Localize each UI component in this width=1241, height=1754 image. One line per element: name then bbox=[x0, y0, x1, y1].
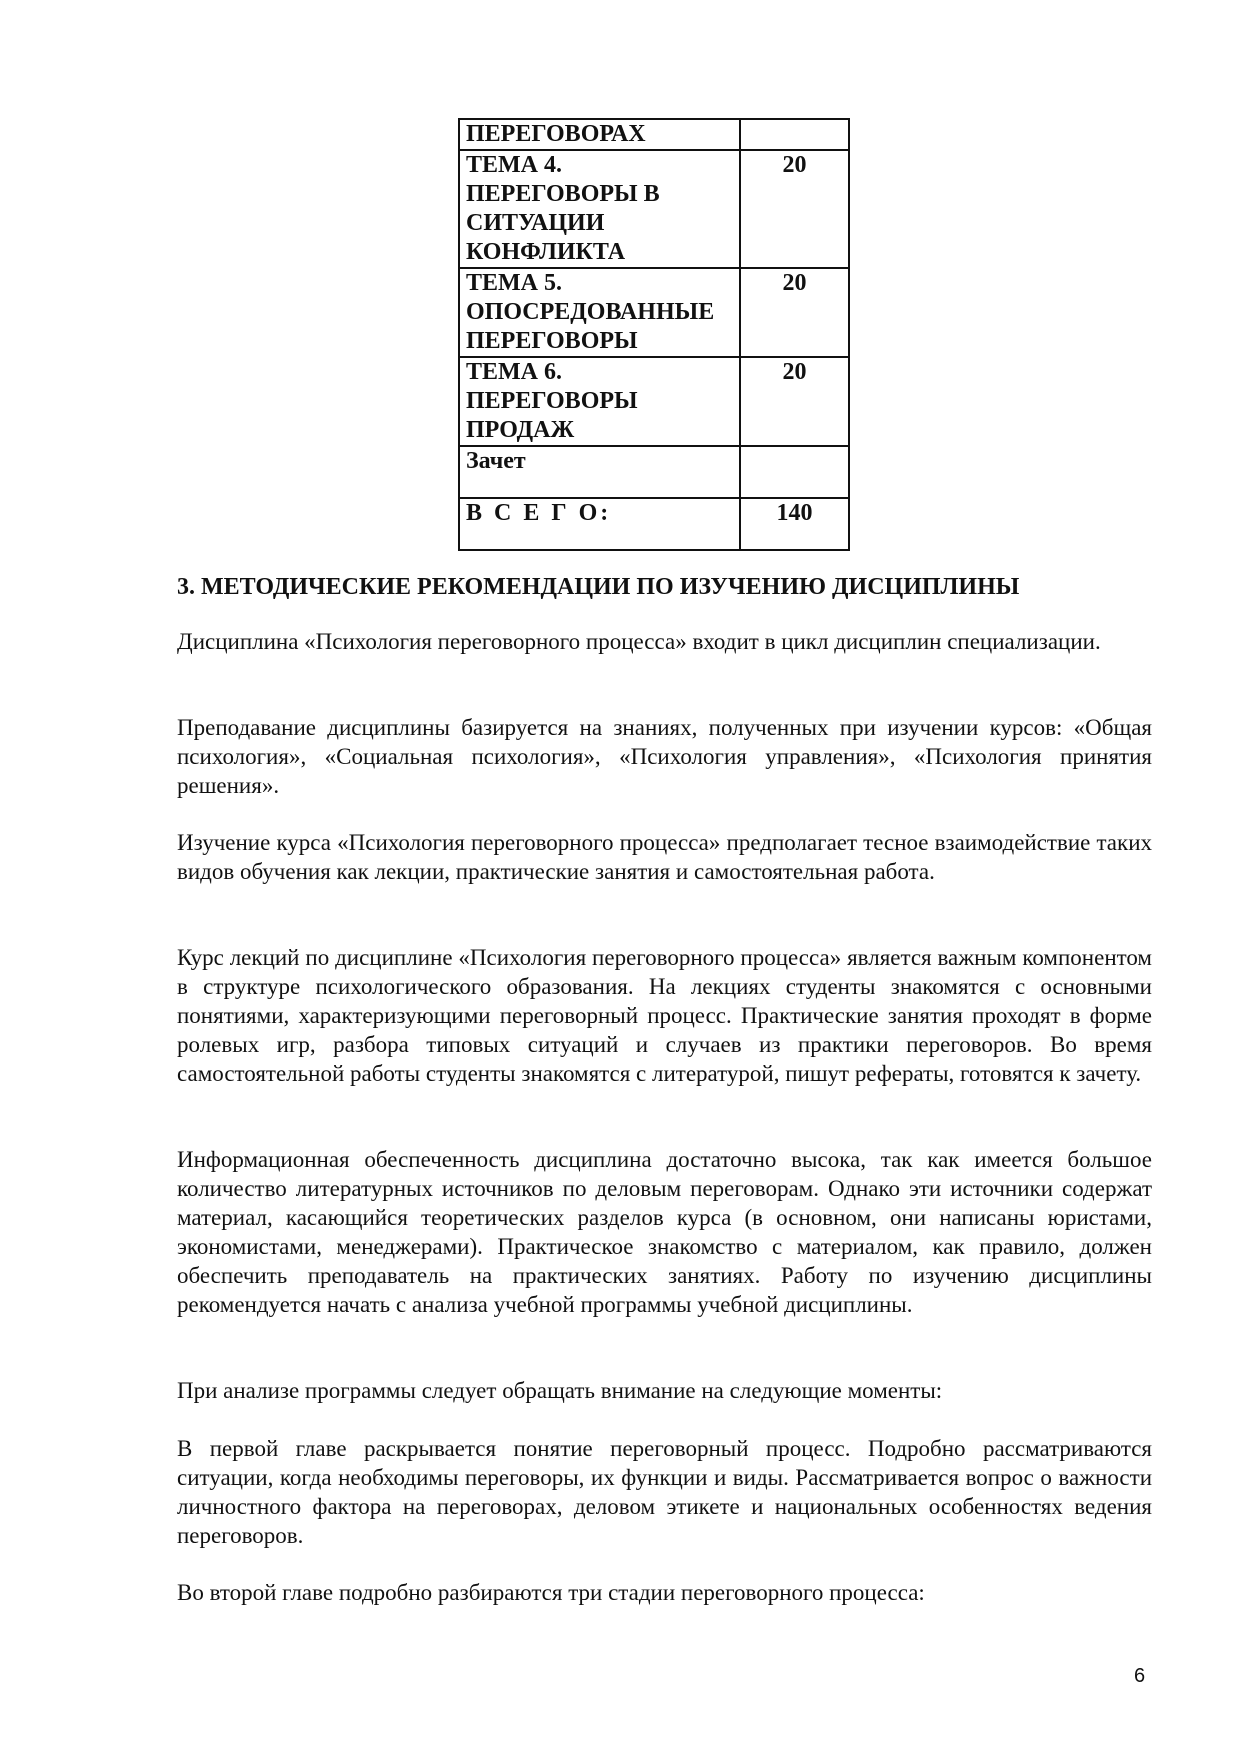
topic-cell: ТЕМА 5. ОПОСРЕДОВАННЫЕ ПЕРЕГОВОРЫ bbox=[459, 268, 740, 357]
hours-cell: 20 bbox=[740, 268, 849, 357]
hours-table bbox=[458, 118, 850, 551]
hours-cell bbox=[740, 446, 849, 498]
table-row bbox=[459, 357, 849, 446]
hours-cell bbox=[740, 119, 849, 150]
topic-cell: Зачет bbox=[459, 446, 740, 498]
table-row-total bbox=[459, 498, 849, 550]
paragraph-discipline-cycle: Дисциплина «Психология переговорного процесса» входит в цикл дисциплин специализации. bbox=[177, 629, 1101, 654]
topic-cell: ТЕМА 4. ПЕРЕГОВОРЫ В СИТУАЦИИ КОНФЛИКТА bbox=[459, 150, 740, 268]
paragraph-second-chapter: Во второй главе подробно разбираются три стадии переговорного процесса: bbox=[177, 1580, 925, 1605]
page-number: 6 bbox=[1134, 1665, 1146, 1687]
table-row bbox=[459, 119, 849, 150]
paragraph-lectures: Курс лекций по дисциплине «Психология переговорного процесса» является важным компонентом в структуре психологического образования. На лекциях студенты знакомятся с основными понятиями, характеризующими переговорный процесс. Практические занятия проходят в форме ролевых игр, разбора типовых ситуаций и случаев из практики переговоров. Во время самостоятельной работы студенты знакомятся с литературой, пишут рефераты, готовятся к зачету. bbox=[177, 945, 1152, 1086]
topic-cell: ТЕМА 6. ПЕРЕГОВОРЫ ПРОДАЖ bbox=[459, 357, 740, 446]
total-label-cell: В С Е Г О: bbox=[459, 498, 740, 550]
hours-cell: 20 bbox=[740, 357, 849, 446]
section-heading: 3. МЕТОДИЧЕСКИЕ РЕКОМЕНДАЦИИ ПО ИЗУЧЕНИЮ ДИСЦИПЛИНЫ bbox=[177, 574, 1020, 600]
paragraph-first-chapter: В первой главе раскрывается понятие переговорный процесс. Подробно рассматриваются ситуации, когда необходимы переговоры, их функции и виды. Рассматривается вопрос о важности личностного фактора на переговорах, деловом этикете и национальных особенностях ведения переговоров. bbox=[177, 1436, 1152, 1548]
topic-cell: ПЕРЕГОВОРАХ bbox=[459, 119, 740, 150]
paragraph-study-forms: Изучение курса «Психология переговорного процесса» предполагает тесное взаимодействие таких видов обучения как лекции, практические занятия и самостоятельная работа. bbox=[177, 830, 1152, 884]
table-row bbox=[459, 268, 849, 357]
paragraph-program-analysis: При анализе программы следует обращать внимание на следующие моменты: bbox=[177, 1378, 943, 1403]
hours-cell: 20 bbox=[740, 150, 849, 268]
table-row bbox=[459, 150, 849, 268]
paragraph-information-support: Информационная обеспеченность дисциплина достаточно высока, так как имеется большое количество литературных источников по деловым переговорам. Однако эти источники содержат материал, касающийся теоретических разделов курса (в основном, они написаны юристами, экономистами, менеджерами). Практическое знакомство с материалом, как правило, должен обеспечить преподаватель на практических занятиях. Работу по изучению дисциплины рекомендуется начать с анализа учебной программы учебной дисциплины. bbox=[177, 1147, 1152, 1317]
total-hours-cell: 140 bbox=[740, 498, 849, 550]
table-row bbox=[459, 446, 849, 498]
paragraph-prerequisites: Преподавание дисциплины базируется на знаниях, полученных при изучении курсов: «Общая психология», «Социальная психология», «Психология управления», «Психология принятия решения». bbox=[177, 715, 1152, 798]
